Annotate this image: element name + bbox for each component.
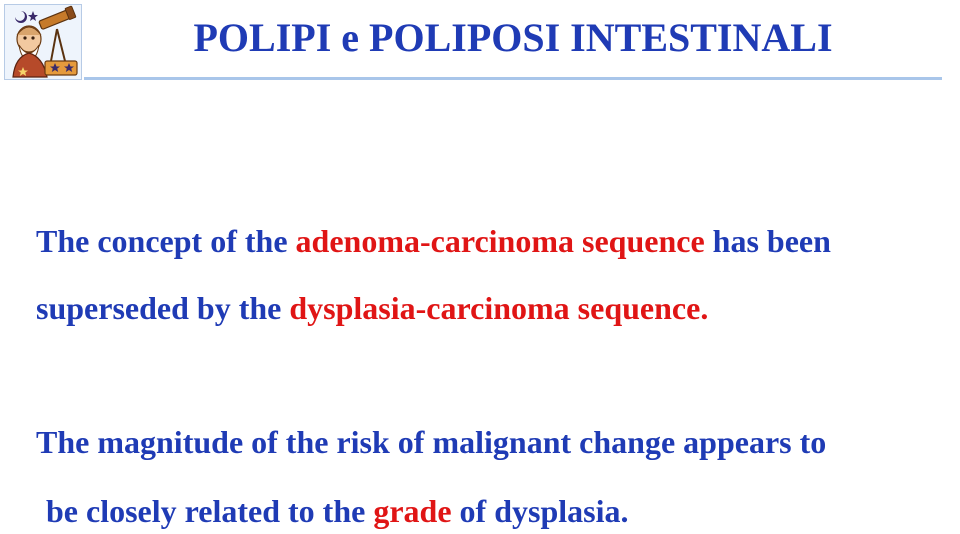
title-underline xyxy=(84,77,942,80)
text-segment: has been xyxy=(704,223,831,259)
astronomer-telescope-icon xyxy=(4,4,82,80)
paragraph-2-line-2 xyxy=(46,495,628,527)
paragraph-2-line-1 xyxy=(36,426,826,458)
highlight-grade: grade xyxy=(373,493,452,529)
text-segment: The concept of the xyxy=(36,223,296,259)
text-segment: of dysplasia. xyxy=(451,493,629,529)
text-segment: superseded by the xyxy=(36,290,290,326)
paragraph-1-line-2 xyxy=(36,292,708,324)
highlight-adenoma-carcinoma: adenoma-carcinoma sequence xyxy=(295,223,705,259)
highlight-dysplasia-carcinoma: dysplasia-carcinoma sequence. xyxy=(289,290,709,326)
text-segment: The magnitude of the risk of malignant change appears to xyxy=(36,424,827,460)
page-title: POLIPI e POLIPOSI INTESTINALI xyxy=(193,15,833,60)
paragraph-1-line-1 xyxy=(36,225,831,257)
text-segment: be closely related to the xyxy=(46,493,374,529)
